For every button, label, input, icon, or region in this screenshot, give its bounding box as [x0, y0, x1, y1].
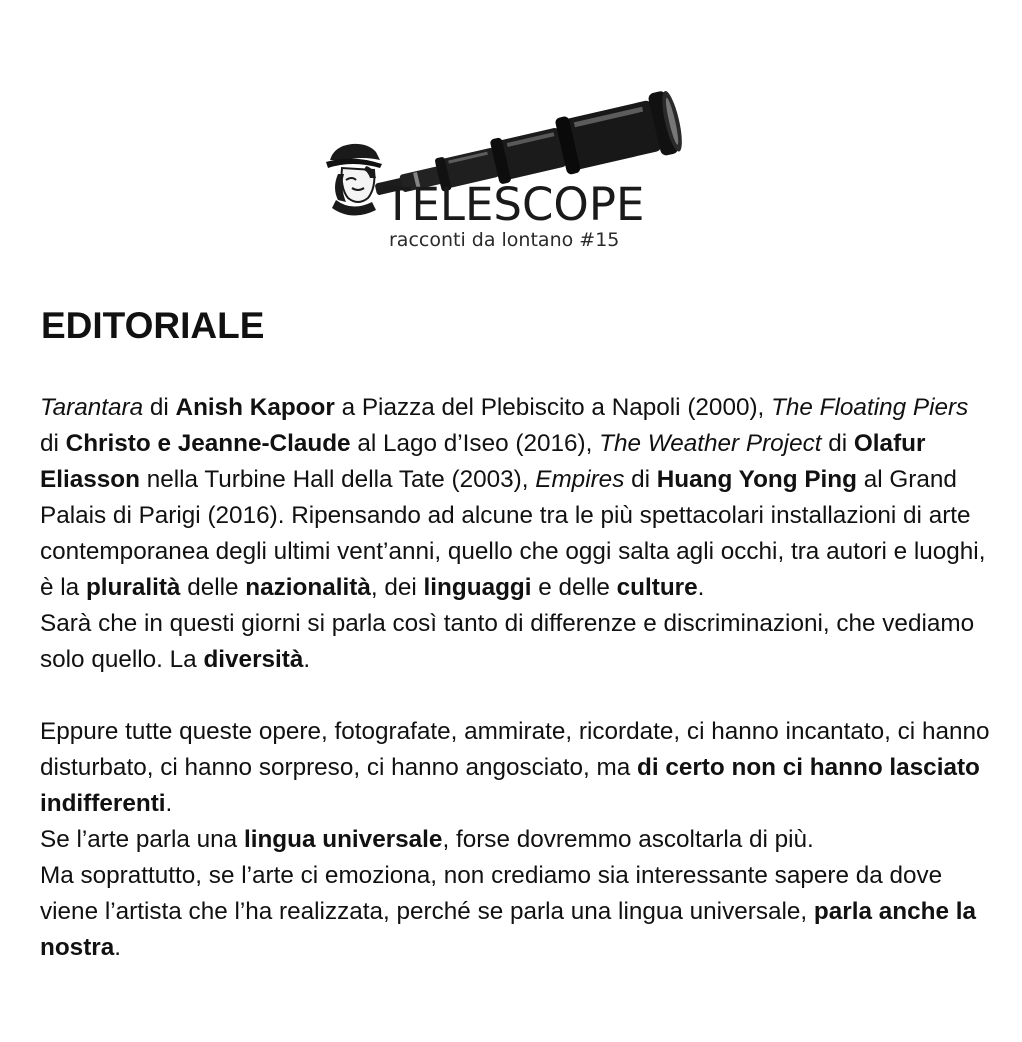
emphasis: linguaggi: [423, 574, 532, 601]
artist-name: Huang Yong Ping: [656, 466, 857, 493]
logo-subtitle: racconti da lontano #15: [389, 229, 620, 251]
paragraph-2: [40, 606, 990, 678]
text: di: [40, 430, 66, 457]
emphasis: culture: [616, 574, 698, 601]
text: Ma soprattutto, se l’arte ci emoziona, non crediamo sia interessante sapere da dove viene l’artista che l’ha realizzata, perché se parla una lingua universale,: [40, 862, 943, 925]
artist-name: Anish Kapoor: [175, 394, 335, 421]
text: di: [143, 394, 176, 421]
text: Sarà che in questi giorni si parla così tanto di differenze e discriminazioni, che vediamo solo quello. La: [40, 610, 975, 673]
text: .: [165, 790, 173, 817]
text: Se l’arte parla una: [40, 826, 244, 853]
text: , forse dovremmo ascoltarla di più.: [442, 826, 814, 853]
emphasis: diversità: [203, 646, 304, 673]
emphasis: nazionalità: [245, 574, 371, 601]
work-title: The Floating Piers: [771, 394, 969, 421]
artist-name: Christo e Jeanne-Claude: [65, 430, 351, 457]
text: , dei: [370, 574, 424, 601]
text: nella Turbine Hall della Tate (2003),: [139, 466, 536, 493]
work-title: The Weather Project: [599, 430, 822, 457]
paragraph-4: [40, 822, 990, 858]
telescope-logo: [322, 88, 702, 256]
text: a Piazza del Plebiscito a Napoli (2000),: [334, 394, 772, 421]
emphasis: parla anche la nostra: [40, 898, 976, 961]
text: al Grand Palais di Parigi (2016). Ripensando ad alcune tra le più spettacolari installazioni di arte contemporanea degli ultimi vent’anni, quello che oggi salta agli occhi, tra autori e luoghi, è la: [40, 466, 986, 601]
text: di: [821, 430, 854, 457]
paragraph-5: [40, 858, 990, 966]
emphasis: pluralità: [85, 574, 181, 601]
text: .: [114, 934, 122, 961]
artist-name: Olafur Eliasson: [40, 430, 926, 493]
logo-title: TELESCOPE: [384, 178, 645, 231]
text: Eppure tutte queste opere, fotografate, ammirate, ricordate, ci hanno incantato, ci hanno disturbato, ci hanno sorpreso, ci hanno angosciato, ma: [40, 718, 990, 781]
work-title: Tarantara: [40, 394, 144, 421]
text: .: [697, 574, 705, 601]
paragraph-3: [40, 714, 990, 822]
emphasis: di certo non ci hanno lasciato indifferenti: [40, 754, 980, 817]
text: di: [624, 466, 657, 493]
page-title: EDITORIALE: [41, 305, 265, 346]
work-title: Empires: [535, 466, 625, 493]
text: al Lago d’Iseo (2016),: [350, 430, 600, 457]
text: e delle: [531, 574, 617, 601]
emphasis: lingua universale: [243, 826, 443, 853]
editorial-body: [40, 390, 990, 966]
text: .: [303, 646, 311, 673]
text: delle: [180, 574, 246, 601]
paragraph-1: [40, 390, 990, 606]
